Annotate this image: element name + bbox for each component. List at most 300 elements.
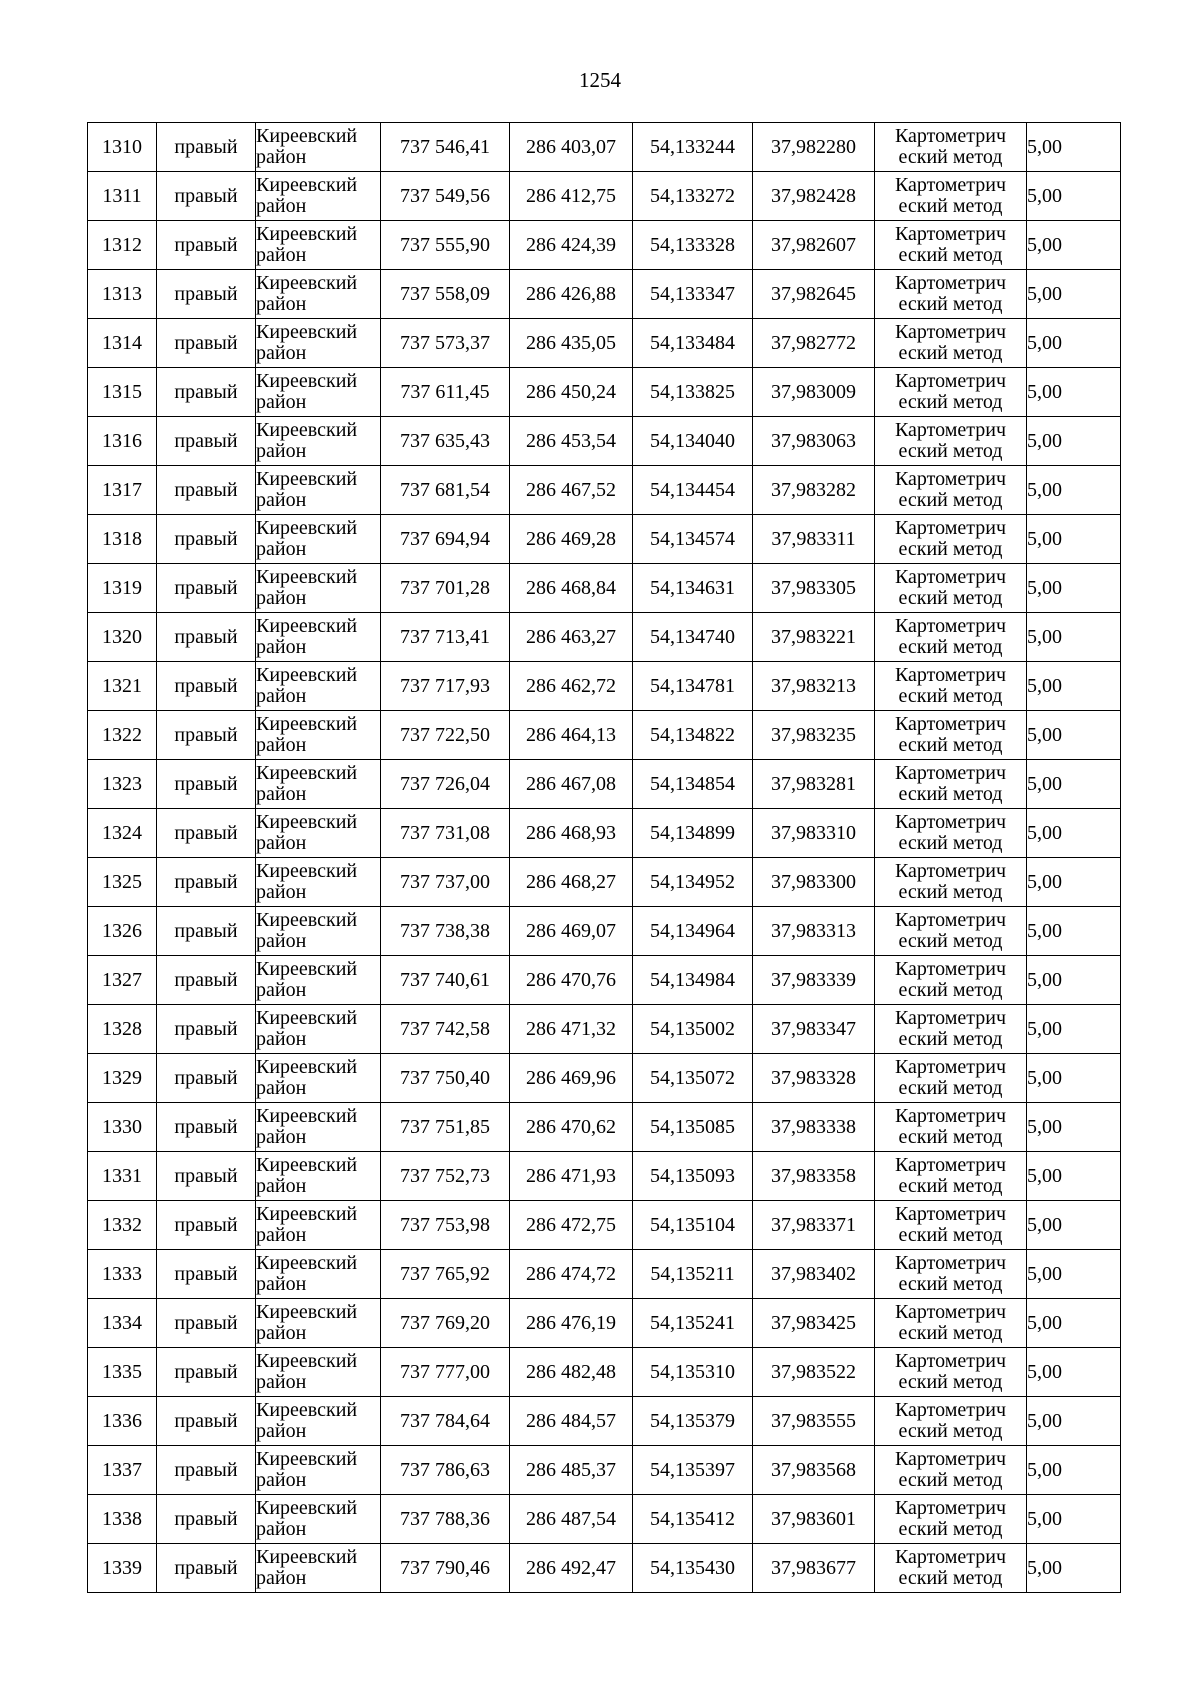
bank-side-text: правый — [174, 429, 238, 452]
bank-side-cell — [157, 1103, 256, 1152]
accuracy-cell — [1027, 564, 1121, 613]
table-row — [88, 1348, 1121, 1397]
y-coordinate-text: 286 474,72 — [526, 1262, 616, 1285]
y-coordinate-cell — [510, 1544, 633, 1593]
y-coordinate-text: 286 403,07 — [526, 135, 616, 158]
method-cell — [875, 1250, 1027, 1299]
bank-side-text: правый — [174, 1017, 238, 1040]
bank-side-text: правый — [174, 772, 238, 795]
accuracy-text: 5,00 — [1027, 870, 1062, 893]
x-coordinate-text: 737 765,92 — [400, 1262, 490, 1285]
method-text: еский метод — [898, 783, 1003, 805]
accuracy-cell — [1027, 319, 1121, 368]
y-coordinate-text: 286 482,48 — [526, 1360, 616, 1383]
latitude-text: 54,135379 — [650, 1409, 735, 1432]
table-row — [88, 809, 1121, 858]
y-coordinate-text: 286 487,54 — [526, 1507, 616, 1530]
district-cell — [256, 515, 381, 564]
method-cell — [875, 956, 1027, 1005]
method-cell — [875, 907, 1027, 956]
accuracy-cell — [1027, 221, 1121, 270]
district-text: район — [256, 244, 307, 266]
accuracy-text: 5,00 — [1027, 1164, 1062, 1187]
x-coordinate-cell — [381, 564, 510, 613]
longitude-text: 37,983425 — [771, 1311, 856, 1334]
accuracy-cell — [1027, 1005, 1121, 1054]
x-coordinate-text: 737 681,54 — [400, 478, 490, 501]
district-cell — [256, 1397, 381, 1446]
bank-side-cell — [157, 1250, 256, 1299]
bank-side-cell — [157, 613, 256, 662]
accuracy-text: 5,00 — [1027, 919, 1062, 942]
latitude-text: 54,134454 — [650, 478, 735, 501]
x-coordinate-text: 737 753,98 — [400, 1213, 490, 1236]
method-cell — [875, 1495, 1027, 1544]
y-coordinate-text: 286 470,62 — [526, 1115, 616, 1138]
bank-side-text: правый — [174, 478, 238, 501]
method-text: еский метод — [898, 1322, 1003, 1344]
x-coordinate-text: 737 573,37 — [400, 331, 490, 354]
method-text: Картометрич — [894, 1301, 1007, 1323]
x-coordinate-cell — [381, 809, 510, 858]
point-number-cell — [88, 1544, 157, 1593]
y-coordinate-text: 286 484,57 — [526, 1409, 616, 1432]
latitude-text: 54,134952 — [650, 870, 735, 893]
longitude-text: 37,983568 — [771, 1458, 856, 1481]
method-text: Картометрич — [894, 1105, 1007, 1127]
longitude-text: 37,983358 — [771, 1164, 856, 1187]
method-cell — [875, 1103, 1027, 1152]
accuracy-text: 5,00 — [1027, 1507, 1062, 1530]
longitude-cell — [753, 1299, 875, 1348]
x-coordinate-cell — [381, 711, 510, 760]
district-text: район — [256, 1567, 307, 1589]
x-coordinate-text: 737 546,41 — [400, 135, 490, 158]
longitude-cell — [753, 221, 875, 270]
district-text: район — [256, 440, 307, 462]
district-cell — [256, 711, 381, 760]
accuracy-cell — [1027, 270, 1121, 319]
longitude-text: 37,983221 — [771, 625, 856, 648]
table-row — [88, 1152, 1121, 1201]
point-number-text: 1337 — [102, 1458, 142, 1481]
longitude-text: 37,983300 — [771, 870, 856, 893]
accuracy-cell — [1027, 956, 1121, 1005]
point-number-text: 1311 — [102, 184, 142, 207]
longitude-text: 37,983338 — [771, 1115, 856, 1138]
latitude-text: 54,133328 — [650, 233, 735, 256]
accuracy-text: 5,00 — [1027, 576, 1062, 599]
accuracy-cell — [1027, 1201, 1121, 1250]
bank-side-cell — [157, 270, 256, 319]
latitude-text: 54,134984 — [650, 968, 735, 991]
point-number-text: 1334 — [102, 1311, 142, 1334]
x-coordinate-text: 737 777,00 — [400, 1360, 490, 1383]
bank-side-text: правый — [174, 233, 238, 256]
district-text: район — [256, 293, 307, 315]
longitude-text: 37,983313 — [771, 919, 856, 942]
method-text: Картометрич — [894, 909, 1007, 931]
district-text: район — [256, 1322, 307, 1344]
district-text: Киреевский — [256, 615, 358, 637]
accuracy-text: 5,00 — [1027, 968, 1062, 991]
district-cell — [256, 270, 381, 319]
point-number-cell — [88, 1054, 157, 1103]
x-coordinate-cell — [381, 1446, 510, 1495]
x-coordinate-cell — [381, 1103, 510, 1152]
accuracy-cell — [1027, 1544, 1121, 1593]
method-text: Картометрич — [894, 713, 1007, 735]
latitude-text: 54,135093 — [650, 1164, 735, 1187]
bank-side-cell — [157, 1299, 256, 1348]
accuracy-cell — [1027, 1348, 1121, 1397]
point-number-cell — [88, 1299, 157, 1348]
x-coordinate-cell — [381, 858, 510, 907]
point-number-cell — [88, 368, 157, 417]
point-number-text: 1316 — [102, 429, 142, 452]
latitude-cell — [633, 1054, 753, 1103]
latitude-text: 54,134899 — [650, 821, 735, 844]
accuracy-cell — [1027, 1495, 1121, 1544]
method-text: еский метод — [898, 293, 1003, 315]
latitude-cell — [633, 1201, 753, 1250]
method-text: еский метод — [898, 1371, 1003, 1393]
x-coordinate-text: 737 740,61 — [400, 968, 490, 991]
method-text: еский метод — [898, 440, 1003, 462]
method-cell — [875, 466, 1027, 515]
longitude-cell — [753, 417, 875, 466]
point-number-text: 1317 — [102, 478, 142, 501]
bank-side-cell — [157, 858, 256, 907]
x-coordinate-text: 737 726,04 — [400, 772, 490, 795]
latitude-cell — [633, 1250, 753, 1299]
bank-side-cell — [157, 1544, 256, 1593]
district-text: район — [256, 1126, 307, 1148]
table-row — [88, 515, 1121, 564]
accuracy-cell — [1027, 858, 1121, 907]
table-row — [88, 907, 1121, 956]
latitude-text: 54,133272 — [650, 184, 735, 207]
x-coordinate-cell — [381, 1495, 510, 1544]
method-text: еский метод — [898, 146, 1003, 168]
point-number-text: 1327 — [102, 968, 142, 991]
y-coordinate-cell — [510, 711, 633, 760]
method-text: Картометрич — [894, 1399, 1007, 1421]
longitude-cell — [753, 907, 875, 956]
latitude-text: 54,135412 — [650, 1507, 735, 1530]
latitude-text: 54,135310 — [650, 1360, 735, 1383]
longitude-text: 37,983282 — [771, 478, 856, 501]
latitude-text: 54,133484 — [650, 331, 735, 354]
x-coordinate-cell — [381, 1299, 510, 1348]
latitude-text: 54,134854 — [650, 772, 735, 795]
accuracy-text: 5,00 — [1027, 527, 1062, 550]
y-coordinate-cell — [510, 1005, 633, 1054]
y-coordinate-cell — [510, 172, 633, 221]
longitude-cell — [753, 711, 875, 760]
bank-side-text: правый — [174, 380, 238, 403]
method-text: Картометрич — [894, 664, 1007, 686]
district-text: Киреевский — [256, 1056, 358, 1078]
method-cell — [875, 809, 1027, 858]
district-cell — [256, 1152, 381, 1201]
method-cell — [875, 858, 1027, 907]
method-text: Картометрич — [894, 321, 1007, 343]
x-coordinate-cell — [381, 1250, 510, 1299]
y-coordinate-cell — [510, 515, 633, 564]
latitude-cell — [633, 564, 753, 613]
method-cell — [875, 515, 1027, 564]
table-row — [88, 1054, 1121, 1103]
y-coordinate-text: 286 468,93 — [526, 821, 616, 844]
district-cell — [256, 466, 381, 515]
accuracy-cell — [1027, 1446, 1121, 1495]
y-coordinate-text: 286 412,75 — [526, 184, 616, 207]
point-number-text: 1328 — [102, 1017, 142, 1040]
latitude-text: 54,135430 — [650, 1556, 735, 1579]
method-text: Картометрич — [894, 615, 1007, 637]
longitude-cell — [753, 1446, 875, 1495]
district-cell — [256, 1495, 381, 1544]
x-coordinate-text: 737 737,00 — [400, 870, 490, 893]
method-text: еский метод — [898, 391, 1003, 413]
accuracy-cell — [1027, 760, 1121, 809]
table-row — [88, 1250, 1121, 1299]
longitude-text: 37,983555 — [771, 1409, 856, 1432]
longitude-cell — [753, 1544, 875, 1593]
point-number-cell — [88, 466, 157, 515]
longitude-text: 37,983328 — [771, 1066, 856, 1089]
point-number-cell — [88, 1348, 157, 1397]
y-coordinate-cell — [510, 1348, 633, 1397]
y-coordinate-cell — [510, 1250, 633, 1299]
longitude-text: 37,983347 — [771, 1017, 856, 1040]
accuracy-cell — [1027, 1103, 1121, 1152]
district-text: Киреевский — [256, 860, 358, 882]
y-coordinate-cell — [510, 319, 633, 368]
longitude-text: 37,982645 — [771, 282, 856, 305]
y-coordinate-text: 286 450,24 — [526, 380, 616, 403]
method-text: еский метод — [898, 342, 1003, 364]
method-text: еский метод — [898, 1518, 1003, 1540]
method-cell — [875, 1054, 1027, 1103]
district-cell — [256, 760, 381, 809]
accuracy-text: 5,00 — [1027, 478, 1062, 501]
x-coordinate-text: 737 769,20 — [400, 1311, 490, 1334]
bank-side-text: правый — [174, 870, 238, 893]
point-number-text: 1322 — [102, 723, 142, 746]
district-text: Киреевский — [256, 664, 358, 686]
bank-side-text: правый — [174, 1360, 238, 1383]
accuracy-text: 5,00 — [1027, 821, 1062, 844]
method-text: еский метод — [898, 489, 1003, 511]
longitude-text: 37,983235 — [771, 723, 856, 746]
longitude-cell — [753, 1250, 875, 1299]
accuracy-text: 5,00 — [1027, 429, 1062, 452]
point-number-text: 1320 — [102, 625, 142, 648]
bank-side-text: правый — [174, 1066, 238, 1089]
longitude-cell — [753, 858, 875, 907]
latitude-cell — [633, 907, 753, 956]
district-text: Киреевский — [256, 174, 358, 196]
y-coordinate-text: 286 464,13 — [526, 723, 616, 746]
district-cell — [256, 221, 381, 270]
latitude-cell — [633, 711, 753, 760]
method-cell — [875, 123, 1027, 172]
longitude-text: 37,982772 — [771, 331, 856, 354]
accuracy-text: 5,00 — [1027, 1556, 1062, 1579]
longitude-text: 37,982428 — [771, 184, 856, 207]
latitude-text: 54,135072 — [650, 1066, 735, 1089]
latitude-text: 54,135085 — [650, 1115, 735, 1138]
method-text: еский метод — [898, 930, 1003, 952]
point-number-text: 1314 — [102, 331, 142, 354]
district-text: район — [256, 930, 307, 952]
bank-side-text: правый — [174, 576, 238, 599]
accuracy-text: 5,00 — [1027, 625, 1062, 648]
district-text: район — [256, 1028, 307, 1050]
district-cell — [256, 1103, 381, 1152]
accuracy-cell — [1027, 466, 1121, 515]
district-cell — [256, 809, 381, 858]
x-coordinate-cell — [381, 1054, 510, 1103]
accuracy-cell — [1027, 417, 1121, 466]
table-row — [88, 270, 1121, 319]
district-text: Киреевский — [256, 1350, 358, 1372]
point-number-cell — [88, 662, 157, 711]
y-coordinate-text: 286 492,47 — [526, 1556, 616, 1579]
table-row — [88, 466, 1121, 515]
district-text: Киреевский — [256, 1399, 358, 1421]
district-text: район — [256, 881, 307, 903]
point-number-text: 1319 — [102, 576, 142, 599]
bank-side-text: правый — [174, 821, 238, 844]
longitude-cell — [753, 1201, 875, 1250]
latitude-cell — [633, 1103, 753, 1152]
district-cell — [256, 1348, 381, 1397]
x-coordinate-text: 737 549,56 — [400, 184, 490, 207]
table-row — [88, 1446, 1121, 1495]
point-number-text: 1333 — [102, 1262, 142, 1285]
y-coordinate-cell — [510, 1397, 633, 1446]
point-number-text: 1332 — [102, 1213, 142, 1236]
district-text: Киреевский — [256, 223, 358, 245]
longitude-text: 37,982607 — [771, 233, 856, 256]
table-row — [88, 1103, 1121, 1152]
point-number-cell — [88, 417, 157, 466]
y-coordinate-cell — [510, 907, 633, 956]
x-coordinate-text: 737 722,50 — [400, 723, 490, 746]
accuracy-text: 5,00 — [1027, 1066, 1062, 1089]
latitude-cell — [633, 466, 753, 515]
latitude-cell — [633, 1495, 753, 1544]
district-cell — [256, 1299, 381, 1348]
method-text: еский метод — [898, 1224, 1003, 1246]
latitude-text: 54,135241 — [650, 1311, 735, 1334]
method-text: еский метод — [898, 734, 1003, 756]
district-text: Киреевский — [256, 125, 358, 147]
district-cell — [256, 956, 381, 1005]
y-coordinate-cell — [510, 1495, 633, 1544]
longitude-text: 37,983063 — [771, 429, 856, 452]
y-coordinate-text: 286 462,72 — [526, 674, 616, 697]
bank-side-cell — [157, 760, 256, 809]
x-coordinate-text: 737 731,08 — [400, 821, 490, 844]
table-row — [88, 1495, 1121, 1544]
table-row — [88, 172, 1121, 221]
accuracy-cell — [1027, 907, 1121, 956]
bank-side-cell — [157, 956, 256, 1005]
bank-side-text: правый — [174, 184, 238, 207]
accuracy-text: 5,00 — [1027, 1458, 1062, 1481]
x-coordinate-cell — [381, 1005, 510, 1054]
latitude-cell — [633, 1348, 753, 1397]
district-cell — [256, 1446, 381, 1495]
latitude-text: 54,133347 — [650, 282, 735, 305]
x-coordinate-text: 737 786,63 — [400, 1458, 490, 1481]
longitude-text: 37,983311 — [771, 527, 856, 550]
bank-side-cell — [157, 515, 256, 564]
bank-side-text: правый — [174, 1556, 238, 1579]
table-row — [88, 123, 1121, 172]
y-coordinate-cell — [510, 956, 633, 1005]
accuracy-text: 5,00 — [1027, 380, 1062, 403]
point-number-cell — [88, 319, 157, 368]
method-cell — [875, 417, 1027, 466]
x-coordinate-cell — [381, 368, 510, 417]
bank-side-cell — [157, 368, 256, 417]
method-text: Картометрич — [894, 468, 1007, 490]
x-coordinate-text: 737 750,40 — [400, 1066, 490, 1089]
y-coordinate-cell — [510, 1299, 633, 1348]
x-coordinate-text: 737 752,73 — [400, 1164, 490, 1187]
latitude-text: 54,133825 — [650, 380, 735, 403]
table-row — [88, 1397, 1121, 1446]
point-number-text: 1329 — [102, 1066, 142, 1089]
district-text: район — [256, 1175, 307, 1197]
bank-side-text: правый — [174, 1164, 238, 1187]
point-number-cell — [88, 270, 157, 319]
district-text: район — [256, 734, 307, 756]
district-text: район — [256, 587, 307, 609]
latitude-text: 54,134781 — [650, 674, 735, 697]
district-text: Киреевский — [256, 1007, 358, 1029]
bank-side-cell — [157, 564, 256, 613]
point-number-cell — [88, 123, 157, 172]
point-number-cell — [88, 1005, 157, 1054]
latitude-cell — [633, 956, 753, 1005]
longitude-text: 37,983213 — [771, 674, 856, 697]
x-coordinate-cell — [381, 515, 510, 564]
latitude-cell — [633, 123, 753, 172]
longitude-cell — [753, 1054, 875, 1103]
method-text: еский метод — [898, 587, 1003, 609]
district-text: Киреевский — [256, 419, 358, 441]
method-text: еский метод — [898, 636, 1003, 658]
accuracy-text: 5,00 — [1027, 1262, 1062, 1285]
x-coordinate-text: 737 788,36 — [400, 1507, 490, 1530]
bank-side-cell — [157, 319, 256, 368]
x-coordinate-text: 737 742,58 — [400, 1017, 490, 1040]
latitude-text: 54,134631 — [650, 576, 735, 599]
table-body — [88, 123, 1121, 1593]
bank-side-text: правый — [174, 1409, 238, 1432]
latitude-cell — [633, 417, 753, 466]
point-number-text: 1313 — [102, 282, 142, 305]
district-text: Киреевский — [256, 321, 358, 343]
point-number-cell — [88, 1495, 157, 1544]
longitude-cell — [753, 270, 875, 319]
